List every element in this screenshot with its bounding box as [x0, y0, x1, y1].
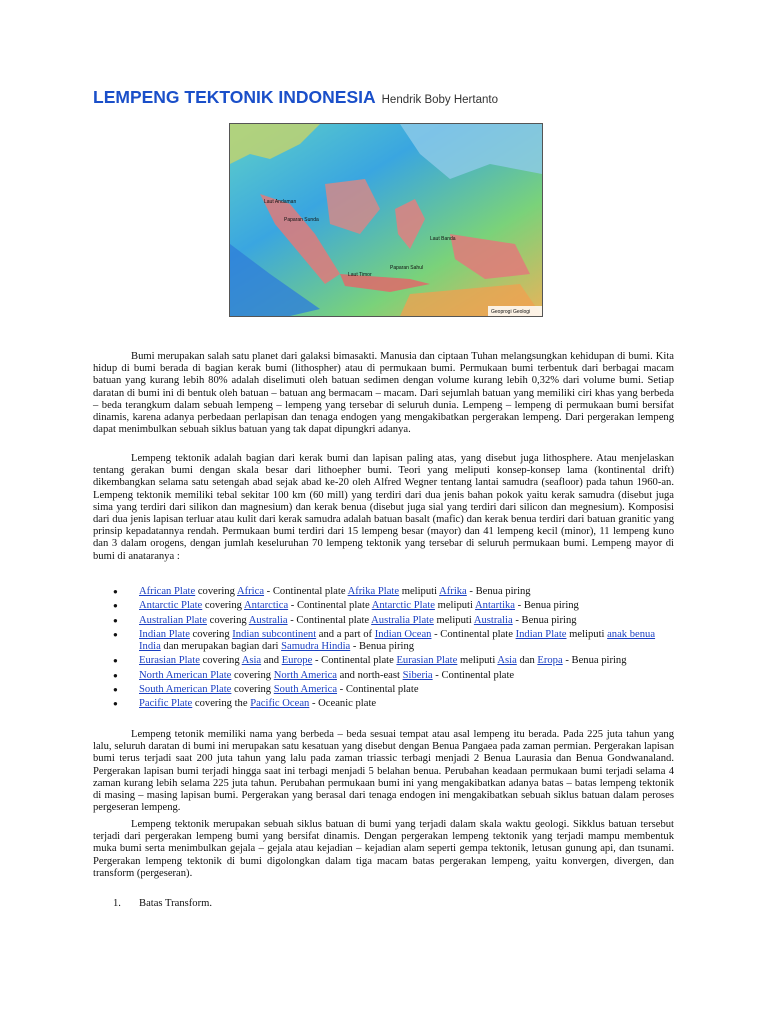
map-graphic: [230, 124, 542, 316]
bullet-icon: ●: [113, 601, 118, 611]
wiki-link[interactable]: Samudra Hindia: [281, 641, 351, 653]
plate-text: meliputi: [434, 600, 475, 612]
wiki-link[interactable]: Indian Ocean: [374, 628, 432, 640]
plate-text: - Benua piring: [466, 586, 531, 597]
paragraph-nama-lempeng: Lempeng tetonik memiliki nama yang berbeda – beda sesuai tempat atau asal lempeng itu berada. Pada 225 juta tahun yang lalu, seluruh daratan di bumi ini merupakan satu kesatuan yang disebut dengan Benua Pangaea pada zaman permian. Pergerakan lapisan bumi terus terjadi saat 200 juta tahun yang lalu pada zaman triassic terbagi menjadi 2 Benua Laurasia dan Benua Gondwanaland. Pergerakan lapisan bumi terjadi hingga saat ini terbagi menjadi 5 belahan benua. Perubahan keadaan permukaan bumi terjadi selama 4 zaman kurang lebih selama 225 juta tahun. Perubahan permukaan bumi ini yang mengakibatkan adanya batas – batas lempeng tektonik di masing – masing lapisan bumi. Pergerakan yang berasal dari tenaga endogen ini mengakibatkan sebuah siklus batuan dalam peroses pergeseran lempeng.: [93, 729, 674, 814]
plate-text: covering: [195, 586, 237, 597]
wiki-link[interactable]: Antartika: [475, 600, 516, 612]
plate-text: dan: [516, 655, 538, 667]
wiki-link[interactable]: Australia: [473, 614, 513, 626]
wiki-link[interactable]: Indian Plate: [515, 628, 567, 640]
bullet-icon: ●: [113, 656, 118, 666]
plate-text: covering: [189, 628, 233, 640]
plate-text: - Continental plate: [432, 669, 515, 681]
map-label-4: Paparan Sahul: [390, 265, 424, 271]
paragraph-intro: Bumi merupakan salah satu planet dari galaksi bimasakti. Manusia dan ciptaan Tuhan melangsungkan kehidupan di bumi. Kita hidup di bumi berada di bagian kerak bumi (lithospher) atau di permukaan bumi. Permukaan bumi terbentuk dari berbagai macam batuan yang kurang lebih 80% adalah diselimuti oleh batuan sedimen dengan volume kurang lebih 0,32% dari volume bumi. Setiap daratan di bumi ini di bentuk oleh batuan – batuan ang bermacam – macam. Dari sejumlah batuan yang memiliki ciri khas yang berbeda – beda terangkum dalam sebuah lempeng – lempeng yang tersebar di seluruh dunia. Lempeng – lempeng di permukaan bumi bersifat dinamis, karena adanya perbedaan perlapisan dan tenaga endogen yang mengakibatkan pergerakan lempeng. Dari pergerakan lempeng dapat menimbulkan sebuah siklus batuan yang tak dapat dipungkri adanya.: [93, 351, 674, 436]
bullet-icon: ●: [113, 629, 118, 639]
paragraph-lempeng-tektonik: Lempeng tektonik adalah bagian dari kerak bumi dan lapisan paling atas, yang disebut juga lithosphere. Atau menjelaskan tentang gerakan bumi dengan skala besar dari lithoepher bumi. Teori yang meliputi konsep-konsep lama (kontinental drift) dikembangkan selama satu setengah abad sejak abad ke-20 oleh Alfred Wegner tentang lantai samudra (seafloor) pada tahun 1960-an. Lempeng tektonik memiliki tebal sekitar 100 km (60 mill) yang terdiri dari dua jenis bahan pokok yaitu kerak samudra (disebut juga sima yang terdiri dari silikon dan magnesium) dan kerak benua (disebut juga sial yang terdiri dari silicon dan megnesium). Komposisi dari dua jenis lapisan terluar atau kulit dari kerak samudra adalah batuan basalt (mafic) dan kerak benua terdiri dari batuan granitic yang prinsip kepadatannya rendah. Permukaan bumi terdiri dari 15 lempeng besar (mayor) dan 41 lempeng kecil (minor), 11 lempeng kuno dan 3 dalam orogens, dengan jumlah keseluruhan 70 lempeng tektonik yang tersebar di seluruh permukaan bumi. Lempeng mayor di bumi di anataranya :: [93, 453, 674, 562]
plate-text: - Oceanic plate: [309, 698, 377, 710]
plate-text: meliputi: [433, 614, 474, 626]
plate-list-item: [113, 698, 678, 710]
plate-list: [113, 586, 678, 713]
plate-text: covering: [206, 614, 249, 626]
numbered-list: [113, 898, 212, 910]
wiki-link[interactable]: Africa: [236, 586, 265, 597]
wiki-link[interactable]: Australian Plate: [139, 614, 207, 626]
plate-text: - Benua piring: [562, 655, 627, 667]
plate-list-item: [113, 629, 678, 653]
plate-text: covering the: [192, 698, 251, 710]
map-label-3: Laut Timor: [348, 272, 372, 278]
wiki-link[interactable]: Australia Plate: [371, 614, 434, 626]
wiki-link[interactable]: Indian Plate: [139, 628, 190, 640]
plate-list-item: [113, 655, 678, 667]
plate-text: - Benua piring: [512, 614, 577, 626]
plate-text: meliputi: [399, 586, 440, 597]
wiki-link[interactable]: Pacific Plate: [139, 698, 193, 710]
wiki-link[interactable]: Eropa: [537, 655, 563, 667]
wiki-link[interactable]: Asia: [241, 655, 262, 667]
wiki-link[interactable]: Asia: [497, 655, 517, 667]
plate-text: - Benua piring: [350, 641, 415, 653]
plate-text: - Continental plate: [312, 655, 397, 667]
wiki-link[interactable]: Antarctica: [244, 600, 289, 612]
map-label-1: Paparan Sunda: [284, 217, 319, 223]
wiki-link[interactable]: Eurasian Plate: [139, 655, 200, 667]
map-label-0: Laut Andaman: [264, 199, 297, 205]
bullet-icon: ●: [113, 684, 118, 694]
plate-list-item: [113, 600, 678, 612]
wiki-link[interactable]: Antarctic Plate: [139, 600, 203, 612]
wiki-link[interactable]: Antarctic Plate: [371, 600, 435, 612]
plate-text: meliputi: [457, 655, 498, 667]
plate-list-item: [113, 684, 678, 696]
plate-text: covering: [202, 600, 245, 612]
wiki-link[interactable]: African Plate: [139, 586, 196, 597]
author-name: Hendrik Boby Hertanto: [381, 94, 498, 106]
title-row: [93, 87, 498, 108]
plate-text: and north-east: [337, 669, 403, 681]
list-number: 1.: [113, 898, 121, 909]
plate-text: - Continental plate: [287, 614, 372, 626]
plate-list-item: [113, 586, 678, 598]
plate-text: - Continental plate: [264, 586, 348, 597]
wiki-link[interactable]: Australia: [248, 614, 288, 626]
page-title: LEMPENG TEKTONIK INDONESIA: [93, 87, 376, 107]
wiki-link[interactable]: North American Plate: [139, 669, 232, 681]
wiki-link[interactable]: North America: [273, 669, 337, 681]
list-item-text: Batas Transform.: [139, 898, 212, 909]
wiki-link[interactable]: Pacific Ocean: [250, 698, 310, 710]
wiki-link[interactable]: Afrika Plate: [347, 586, 400, 597]
plate-text: dan merupakan bagian dari: [160, 641, 282, 653]
numbered-list-item: [113, 898, 212, 910]
plate-text: and: [261, 655, 282, 667]
tectonic-map-image: [229, 123, 543, 317]
plate-text: and a part of: [316, 628, 375, 640]
plate-text: covering: [199, 655, 242, 667]
bullet-icon: ●: [113, 587, 118, 596]
plate-text: - Continental plate: [431, 628, 516, 640]
plate-text: meliputi: [566, 628, 608, 640]
wiki-link[interactable]: Siberia: [402, 669, 433, 681]
paragraph-siklus-batuan: Lempeng tektonik merupakan sebuah siklus batuan di bumi yang terjadi dalam skala waktu geologi. Sikklus batuan tersebut terjadi dari pergerakan lempeng bumi yang bersifat dinamis. Dengan pergerakan lempeng tektonik yang terjadi mampu membentuk muka bumi serta menimbulkan gejala – gejala atau kejadian – kejadian alam seperti gempa tektonik, letusan gunung api, dan tsunami. Pergerakan lempeng tektonik di bumi digolongkan dalam tiga macam batas pergerakan lempeng, yaitu konvergen, divergen, dan transform (pergeseran).: [93, 819, 674, 879]
wiki-link[interactable]: Indian subcontinent: [232, 628, 317, 640]
bullet-icon: ●: [113, 699, 118, 709]
plate-list-item: [113, 615, 678, 627]
bullet-icon: ●: [113, 615, 118, 625]
wiki-link[interactable]: South America: [273, 683, 338, 695]
wiki-link[interactable]: Eurasian Plate: [396, 655, 458, 667]
bullet-icon: ●: [113, 670, 118, 680]
plate-text: - Continental plate: [288, 600, 372, 612]
plate-text: - Continental plate: [337, 683, 419, 695]
plate-list-item: [113, 670, 678, 682]
wiki-link[interactable]: South American Plate: [139, 683, 232, 695]
map-label-2: Laut Banda: [430, 236, 456, 242]
map-credit: Geoprogi Geologi: [491, 309, 531, 315]
wiki-link[interactable]: Europe: [281, 655, 313, 667]
wiki-link[interactable]: anak benua India: [139, 628, 656, 653]
plate-text: covering: [231, 683, 274, 695]
plate-text: - Benua piring: [515, 600, 579, 612]
plate-text: covering: [231, 669, 274, 681]
wiki-link[interactable]: Afrika: [439, 586, 467, 597]
